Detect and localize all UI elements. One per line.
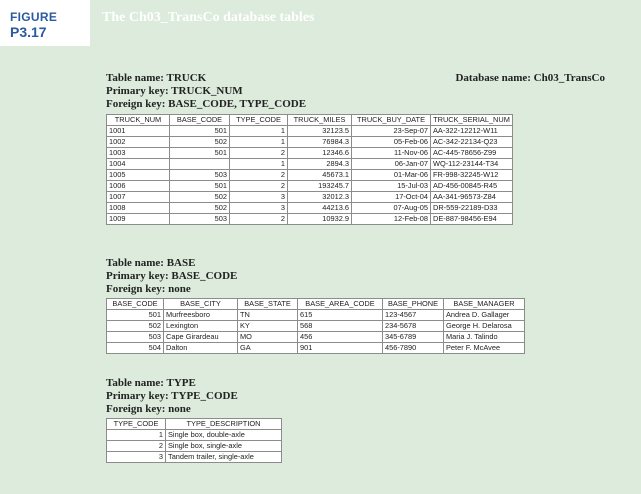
truck-meta [106, 72, 306, 111]
truck-cell: AC-342-22134-Q23 [431, 137, 513, 148]
database-name: Database name: Ch03_TransCo [455, 72, 605, 84]
figure-word: FIGURE [10, 10, 58, 24]
base-cell: TN [238, 310, 298, 321]
truck-column-header: TRUCK_SERIAL_NUM [431, 115, 513, 126]
truck-cell: 193245.7 [288, 181, 352, 192]
truck-cell: 503 [170, 214, 230, 225]
base-cell: Maria J. Talindo [444, 332, 525, 343]
truck-cell: 502 [170, 192, 230, 203]
truck-cell: 11-Nov-06 [352, 148, 431, 159]
truck-cell: 15-Jul-03 [352, 181, 431, 192]
truck-cell: 1006 [107, 181, 170, 192]
truck-cell: 1005 [107, 170, 170, 181]
truck-cell: 05-Feb-06 [352, 137, 431, 148]
base-table-row [107, 310, 525, 321]
base-cell: Peter F. McAvee [444, 343, 525, 354]
truck-cell: 10932.9 [288, 214, 352, 225]
base-cell: 123-4567 [383, 310, 444, 321]
truck-table-row [107, 181, 513, 192]
base-table [106, 298, 525, 354]
truck-table-row [107, 192, 513, 203]
truck-table-row [107, 214, 513, 225]
truck-cell: 1001 [107, 126, 170, 137]
base-cell: 568 [298, 321, 383, 332]
base-cell: 345-6789 [383, 332, 444, 343]
type-header-row [107, 419, 282, 430]
type-cell: Tandem trailer, single-axle [166, 452, 282, 463]
base-cell: 501 [107, 310, 164, 321]
base-table-row [107, 332, 525, 343]
truck-cell: 44213.6 [288, 203, 352, 214]
base-cell: 456 [298, 332, 383, 343]
base-primary-key: Primary key: BASE_CODE [106, 270, 238, 282]
truck-cell: 1 [230, 137, 288, 148]
base-column-header: BASE_CODE [107, 299, 164, 310]
base-cell: 503 [107, 332, 164, 343]
truck-foreign-key: Foreign key: BASE_CODE, TYPE_CODE [106, 98, 307, 110]
truck-cell: FR-998-32245-W12 [431, 170, 513, 181]
figure-number: P3.17 [10, 24, 47, 40]
base-column-header: BASE_PHONE [383, 299, 444, 310]
figure-title: The Ch03_TransCo database tables [102, 10, 315, 25]
truck-cell: AC-445-78656-Z99 [431, 148, 513, 159]
truck-cell: 3 [230, 203, 288, 214]
truck-cell: 1003 [107, 148, 170, 159]
truck-cell: 1008 [107, 203, 170, 214]
truck-header-row [107, 115, 513, 126]
base-cell: GA [238, 343, 298, 354]
truck-column-header: TRUCK_BUY_DATE [352, 115, 431, 126]
base-cell: 502 [107, 321, 164, 332]
base-cell: Murfreesboro [164, 310, 238, 321]
type-foreign-key: Foreign key: none [106, 403, 191, 415]
base-column-header: BASE_CITY [164, 299, 238, 310]
type-cell: 3 [107, 452, 166, 463]
truck-cell: 1002 [107, 137, 170, 148]
base-cell: 234-5678 [383, 321, 444, 332]
base-table-name: Table name: BASE [106, 257, 196, 269]
base-cell: 504 [107, 343, 164, 354]
truck-table [106, 114, 513, 225]
truck-cell: 1009 [107, 214, 170, 225]
truck-cell: 06-Jan-07 [352, 159, 431, 170]
base-cell: Andrea D. Gallager [444, 310, 525, 321]
type-cell: 1 [107, 430, 166, 441]
truck-cell: 502 [170, 137, 230, 148]
type-column-header: TYPE_CODE [107, 419, 166, 430]
truck-cell: 07-Aug-05 [352, 203, 431, 214]
type-table-row [107, 452, 282, 463]
truck-table-row [107, 170, 513, 181]
type-cell: Single box, double-axle [166, 430, 282, 441]
type-primary-key: Primary key: TYPE_CODE [106, 390, 238, 402]
truck-table-name: Table name: TRUCK [106, 72, 207, 84]
base-cell: Dalton [164, 343, 238, 354]
type-table-row [107, 441, 282, 452]
truck-cell: AA-322-12212-W11 [431, 126, 513, 137]
base-column-header: BASE_STATE [238, 299, 298, 310]
truck-cell: 502 [170, 203, 230, 214]
base-table-row [107, 343, 525, 354]
truck-column-header: BASE_CODE [170, 115, 230, 126]
truck-cell: 1 [230, 159, 288, 170]
truck-cell: WQ-112-23144-T34 [431, 159, 513, 170]
truck-cell: 1 [230, 126, 288, 137]
figure-label [0, 0, 90, 46]
type-column-header: TYPE_DESCRIPTION [166, 419, 282, 430]
type-meta [106, 377, 238, 416]
truck-cell: DE-887-98456-E94 [431, 214, 513, 225]
truck-cell: AA-341-96573-Z84 [431, 192, 513, 203]
truck-cell: 32123.5 [288, 126, 352, 137]
truck-cell: 45673.1 [288, 170, 352, 181]
base-header-row [107, 299, 525, 310]
base-column-header: BASE_MANAGER [444, 299, 525, 310]
base-cell: Cape Girardeau [164, 332, 238, 343]
truck-cell [170, 159, 230, 170]
truck-cell: 12346.6 [288, 148, 352, 159]
base-cell: KY [238, 321, 298, 332]
truck-cell: 503 [170, 170, 230, 181]
truck-cell: 23-Sep-07 [352, 126, 431, 137]
truck-cell: 12-Feb-08 [352, 214, 431, 225]
type-cell: 2 [107, 441, 166, 452]
truck-cell: DR-559-22189-D33 [431, 203, 513, 214]
truck-column-header: TRUCK_MILES [288, 115, 352, 126]
type-table-name: Table name: TYPE [106, 377, 196, 389]
truck-cell: 2 [230, 148, 288, 159]
type-cell: Single box, single-axle [166, 441, 282, 452]
truck-column-header: TYPE_CODE [230, 115, 288, 126]
truck-primary-key: Primary key: TRUCK_NUM [106, 85, 243, 97]
base-cell: George H. Delarosa [444, 321, 525, 332]
base-cell: 901 [298, 343, 383, 354]
truck-cell: 2 [230, 181, 288, 192]
truck-column-header: TRUCK_NUM [107, 115, 170, 126]
truck-cell: 76984.3 [288, 137, 352, 148]
base-cell: 615 [298, 310, 383, 321]
base-cell: Lexington [164, 321, 238, 332]
truck-cell: 2894.3 [288, 159, 352, 170]
truck-table-row [107, 159, 513, 170]
truck-table-row [107, 148, 513, 159]
truck-cell: 2 [230, 214, 288, 225]
base-table-row [107, 321, 525, 332]
truck-table-row [107, 203, 513, 214]
truck-cell: 17-Oct-04 [352, 192, 431, 203]
truck-cell: 501 [170, 181, 230, 192]
truck-cell: 2 [230, 170, 288, 181]
base-cell: 456-7890 [383, 343, 444, 354]
truck-cell: 32012.3 [288, 192, 352, 203]
base-meta [106, 257, 237, 296]
base-column-header: BASE_AREA_CODE [298, 299, 383, 310]
truck-cell: 01-Mar-06 [352, 170, 431, 181]
truck-cell: 1007 [107, 192, 170, 203]
truck-table-row [107, 126, 513, 137]
truck-cell: 1004 [107, 159, 170, 170]
base-foreign-key: Foreign key: none [106, 283, 191, 295]
type-table [106, 418, 282, 463]
truck-cell: AD-456-00845-R45 [431, 181, 513, 192]
truck-table-row [107, 137, 513, 148]
truck-cell: 501 [170, 126, 230, 137]
truck-cell: 501 [170, 148, 230, 159]
type-table-row [107, 430, 282, 441]
base-cell: MO [238, 332, 298, 343]
truck-cell: 3 [230, 192, 288, 203]
